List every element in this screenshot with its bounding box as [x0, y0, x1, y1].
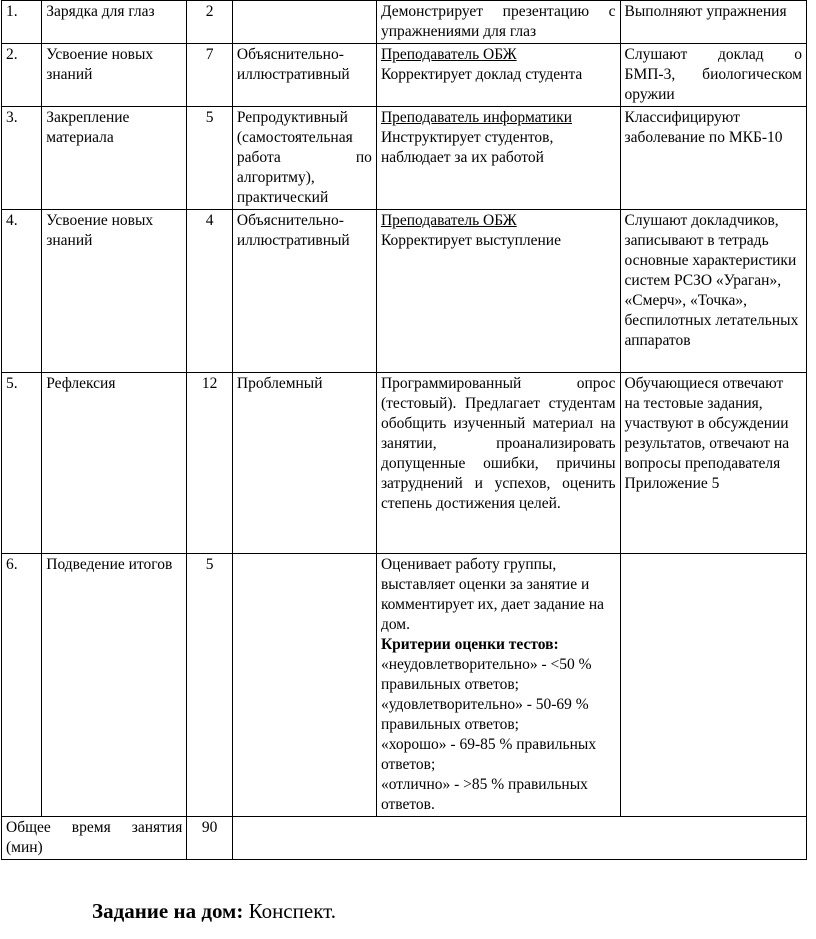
teacher-activity: [376, 1, 620, 44]
stage-minutes: 12: [187, 373, 233, 554]
table-row: [2, 554, 807, 817]
table-row: [2, 210, 807, 373]
table-row: [2, 44, 807, 107]
total-minutes: 90: [187, 817, 233, 860]
criteria-grade-satisfactory: «удовлетворительно» - 50-69 % правильных ответов;: [380, 696, 589, 733]
total-label: Общее время занятия (мин): [2, 817, 187, 860]
stage-number: 4.: [2, 210, 42, 373]
stage-minutes: 5: [187, 554, 233, 817]
student-activity: Обучающиеся отвечают на тестовые задания, участвуют в обсуждении результатов, отвечают на вопросы преподавателя Приложение 5: [620, 373, 806, 554]
homework: [92, 898, 336, 924]
teacher-activity-text: Программированный опрос (тестовый). Предлагает студентам обобщить изученный материал на занятии, проанализировать допущенные ошибки, причины затруднений и успехов, оценить степень достижения целей.: [380, 375, 616, 512]
teacher-activity-text: Корректирует доклад студента: [380, 66, 583, 83]
stage-name: Рефлексия: [42, 373, 187, 554]
homework-label: Задание на дом:: [92, 899, 244, 923]
teacher-activity: [376, 554, 620, 817]
stage-number: 3.: [2, 107, 42, 210]
stage-minutes: 7: [187, 44, 233, 107]
teacher-activity-text: Инструктирует студентов, наблюдает за их работой: [380, 129, 554, 166]
stage-number: 1.: [2, 1, 42, 44]
teaching-method: Объяснительно-иллюстративный: [232, 210, 376, 373]
student-activity: Классифицируют заболевание по МКБ-10: [620, 107, 806, 210]
table-row: [2, 1, 807, 44]
teacher-activity: [376, 373, 620, 554]
total-row: [2, 817, 807, 860]
student-activity: Слушают доклад о БМП-3, биологическом оружии: [620, 44, 806, 107]
teaching-method: [232, 554, 376, 817]
teacher-role: Преподаватель ОБЖ: [380, 212, 517, 229]
teaching-method: Объяснительно-иллюстративный: [232, 44, 376, 107]
stage-number: 5.: [2, 373, 42, 554]
stage-name: Усвоение новых знаний: [42, 210, 187, 373]
teacher-role: Преподаватель информатики: [380, 109, 573, 126]
stage-minutes: 5: [187, 107, 233, 210]
stage-name: Зарядка для глаз: [42, 1, 187, 44]
criteria-grade-unsatisfactory: «неудовлетворительно» - <50 % правильных ответов;: [380, 656, 592, 693]
teacher-role: Преподаватель ОБЖ: [380, 46, 517, 63]
teaching-method: [232, 1, 376, 44]
lesson-plan-table: [1, 0, 807, 860]
student-activity: Выполняют упражнения: [620, 1, 806, 44]
student-activity: Слушают докладчиков, записывают в тетрадь основные характеристики систем РСЗО «Ураган», «Смерч», «Точка», беспилотных летательных аппаратов: [620, 210, 806, 373]
stage-number: 6.: [2, 554, 42, 817]
teaching-method: Проблемный: [232, 373, 376, 554]
criteria-grade-good: «хорошо» - 69-85 % правильных ответов;: [380, 736, 597, 773]
stage-number: 2.: [2, 44, 42, 107]
criteria-grade-excellent: «отлично» - >85 % правильных ответов.: [380, 776, 588, 813]
homework-text: Конспект.: [248, 899, 336, 923]
teacher-activity-text: Корректирует выступление: [380, 232, 561, 249]
criteria-title: Критерии оценки тестов:: [380, 636, 559, 653]
table-row: [2, 107, 807, 210]
teacher-activity: [376, 44, 620, 107]
stage-minutes: 2: [187, 1, 233, 44]
teacher-activity: [376, 210, 620, 373]
stage-name: Подведение итогов: [42, 554, 187, 817]
student-activity: [620, 554, 806, 817]
stage-name: Закрепление материала: [42, 107, 187, 210]
stage-minutes: 4: [187, 210, 233, 373]
teacher-activity-text: Демонстрирует презентацию с упражнениями для глаз: [380, 3, 616, 40]
table-row: [2, 373, 807, 554]
teaching-method: Репродуктивный (самостоятельная работа по алгоритму), практический: [232, 107, 376, 210]
total-empty-cell: [232, 817, 806, 860]
teacher-activity: [376, 107, 620, 210]
stage-name: Усвоение новых знаний: [42, 44, 187, 107]
teacher-activity-text: Оценивает работу группы, выставляет оценки за занятие и комментирует их, дает задание на дом.: [380, 556, 604, 633]
